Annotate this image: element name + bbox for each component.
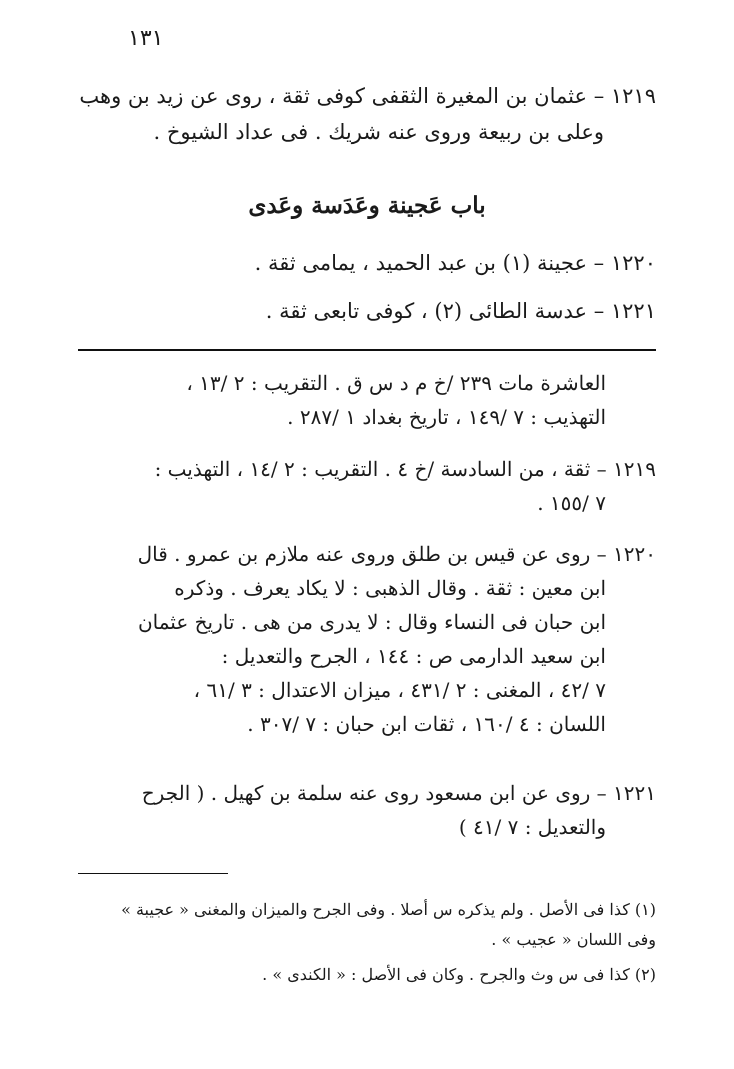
footnote-line: (١) كذا فى الأصل . ولم يذكره س أصلا . وفى الجرح والميزان والمغنى « عجيبة » — [121, 900, 656, 919]
note-line: ١٢٢٠ – روى عن قيس بن طلق وروى عنه ملازم بن عمرو . قال — [137, 542, 656, 566]
note-line: ٧ /٤٢ ، المغنى : ٢ /٤٣١ ، ميزان الاعتدال : ٣ /٦١ ، — [193, 678, 606, 702]
footnote-2: (٢) كذا فى س وث والجرح . وكان فى الأصل : « الكندى » . — [262, 965, 656, 984]
note-line: والتعديل : ٧ /٤١ ) — [458, 815, 606, 839]
note-1219 — [71, 452, 656, 520]
note-line: ابن معين : ثقة . وقال الذهبى : لا يكاد يعرف . وذكره — [174, 576, 606, 600]
note-line: ١٢٢١ – روى عن ابن مسعود روى عنه سلمة بن كهيل . ( الجرح — [141, 781, 656, 805]
footnote-line: وفى اللسان « عجيب » . — [491, 930, 656, 949]
section-heading: باب عَجينة وعَدَسة وعَدى — [248, 192, 486, 219]
main-divider — [78, 349, 656, 351]
entry-1219-continuation: وعلى بن ربيعة وروى عنه شريك . فى عداد الشيوخ . — [153, 120, 604, 144]
note-line: العاشرة مات ٢٣٩ /خ م د س ق . التقريب : ٢ /١٣ ، — [186, 371, 606, 395]
footnote-1 — [66, 895, 656, 955]
entry-1219-text: – عثمان بن المغيرة الثقفى كوفى ثقة ، روى عن زيد بن وهب — [79, 84, 611, 108]
note-line: ٧ /١٥٥ . — [537, 491, 606, 515]
note-line: ابن حبان فى النساء وقال : لا يدرى من هى . تاريخ عثمان — [137, 610, 606, 634]
entry-1220: ١٢٢٠ – عجينة (١) بن عبد الحميد ، يمامى ثقة . — [254, 251, 656, 275]
note-1218-continued — [71, 366, 656, 434]
footnote-divider — [78, 873, 228, 874]
page-number: ١٣١ — [128, 26, 164, 51]
entry-1219 — [76, 78, 656, 150]
entry-1221: ١٢٢١ – عدسة الطائى (٢) ، كوفى تابعى ثقة . — [265, 299, 656, 323]
note-line: اللسان : ٤ /١٦٠ ، ثقات ابن حبان : ٧ /٣٠٧ . — [247, 712, 606, 736]
note-1221 — [71, 776, 656, 844]
entry-1219-number: ١٢١٩ — [610, 84, 656, 108]
note-line: التهذيب : ٧ /١٤٩ ، تاريخ بغداد ١ /٢٨٧ . — [287, 405, 606, 429]
note-line: ابن سعيد الدارمى ص : ١٤٤ ، الجرح والتعديل : — [221, 644, 606, 668]
note-1220 — [71, 537, 656, 741]
note-line: ١٢١٩ – ثقة ، من السادسة /خ ٤ . التقريب : ٢ /١٤ ، التهذيب : — [154, 457, 656, 481]
